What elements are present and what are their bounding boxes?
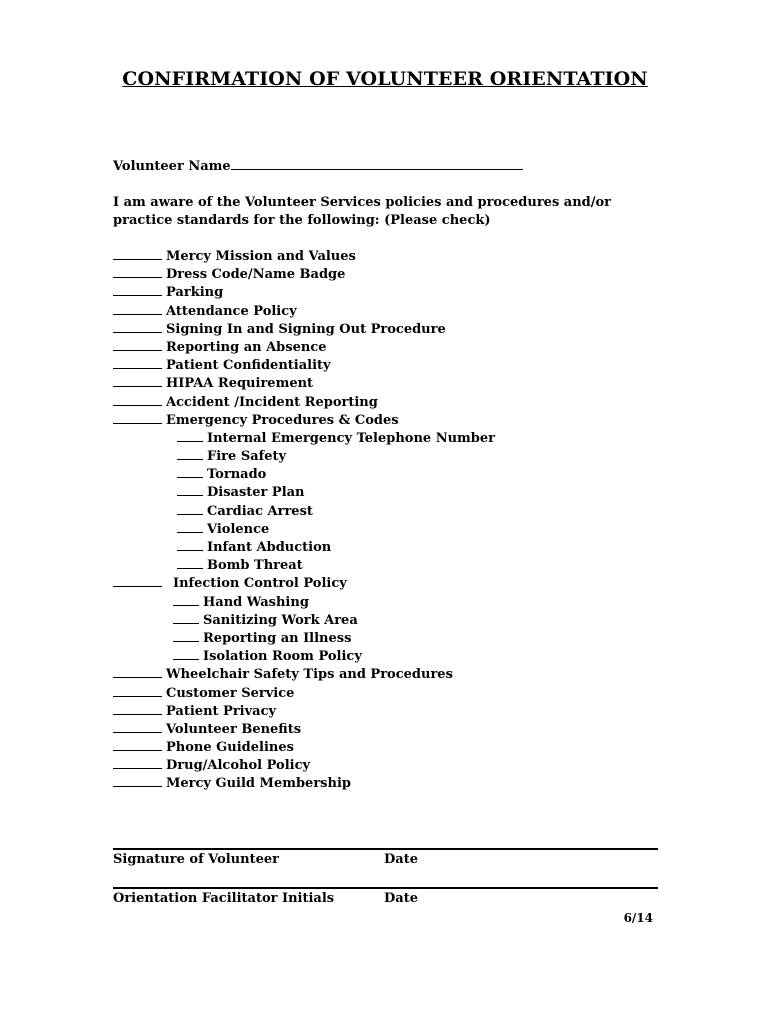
check-blank[interactable] bbox=[177, 539, 203, 551]
volunteer-name-field[interactable] bbox=[231, 157, 523, 170]
check-blank[interactable] bbox=[177, 503, 203, 515]
check-blank[interactable] bbox=[177, 466, 203, 478]
checklist-subitem-label: Violence bbox=[207, 521, 270, 537]
check-blank[interactable] bbox=[113, 284, 162, 296]
checklist-item-label: Reporting an Absence bbox=[166, 339, 327, 355]
checklist-item-label: Patient Privacy bbox=[166, 703, 277, 719]
checklist-subitem bbox=[113, 521, 673, 539]
checklist-item bbox=[113, 248, 673, 266]
checklist-subitem bbox=[113, 612, 673, 630]
checklist-item-label: HIPAA Requirement bbox=[166, 376, 314, 392]
checklist-item bbox=[113, 394, 673, 412]
checklist-subitem bbox=[113, 594, 673, 612]
checklist-item bbox=[113, 739, 673, 757]
checklist-item-label: Parking bbox=[166, 285, 224, 301]
checklist-item bbox=[113, 303, 673, 321]
checklist-subitem bbox=[113, 484, 673, 502]
checklist-subitem bbox=[113, 630, 673, 648]
checklist-subitem-label: Infant Abduction bbox=[207, 540, 332, 555]
checklist-item bbox=[113, 339, 673, 357]
checklist-item-label: Phone Guidelines bbox=[166, 740, 294, 756]
revision-code: 6/14 bbox=[623, 911, 653, 925]
checklist-item bbox=[113, 375, 673, 393]
checklist-item bbox=[113, 266, 673, 284]
volunteer-signature-label: Signature of Volunteer bbox=[113, 852, 279, 867]
checklist-subitem bbox=[113, 430, 673, 448]
checklist-item-label: Accident /Incident Reporting bbox=[166, 394, 378, 410]
check-blank[interactable] bbox=[113, 357, 162, 369]
checklist-subitem bbox=[113, 503, 673, 521]
checklist-subitem-label: Fire Safety bbox=[207, 449, 287, 465]
checklist-item bbox=[113, 284, 673, 302]
checklist-subitem-label: Reporting an Illness bbox=[203, 630, 352, 646]
checklist-item-label: Emergency Procedures & Codes bbox=[166, 412, 399, 428]
check-blank[interactable] bbox=[177, 448, 203, 460]
checklist-subitem bbox=[113, 539, 673, 557]
checklist-subitem-label: Bomb Threat bbox=[207, 558, 303, 574]
checklist-item-label: Attendance Policy bbox=[166, 303, 297, 319]
check-blank[interactable] bbox=[113, 721, 162, 733]
check-blank[interactable] bbox=[173, 612, 199, 624]
checklist-item-label: Drug/Alcohol Policy bbox=[166, 758, 311, 774]
checklist-item-label: Dress Code/Name Badge bbox=[166, 267, 346, 283]
checklist-item-label: Signing In and Signing Out Procedure bbox=[166, 321, 446, 337]
page-title: CONFIRMATION OF VOLUNTEER ORIENTATION bbox=[122, 68, 648, 90]
checklist-subitem-label: Tornado bbox=[207, 467, 267, 483]
checklist-item bbox=[113, 412, 673, 430]
check-blank[interactable] bbox=[113, 321, 162, 333]
volunteer-name-label: Volunteer Name bbox=[113, 159, 231, 174]
check-blank[interactable] bbox=[173, 630, 199, 642]
checklist-subitem bbox=[113, 466, 673, 484]
volunteer-signature-line[interactable] bbox=[113, 848, 658, 850]
checklist-item-label: Patient Confidentiality bbox=[166, 358, 331, 374]
facilitator-initials-line[interactable] bbox=[113, 887, 658, 889]
check-blank[interactable] bbox=[113, 775, 162, 787]
checklist-item-label: Wheelchair Safety Tips and Procedures bbox=[166, 667, 453, 683]
check-blank[interactable] bbox=[113, 394, 162, 406]
checklist-item bbox=[113, 775, 673, 793]
checklist-subitem-label: Internal Emergency Telephone Number bbox=[207, 430, 496, 446]
checklist-subitem bbox=[113, 648, 673, 666]
check-blank[interactable] bbox=[113, 666, 162, 678]
checklist-subitem bbox=[113, 448, 673, 466]
check-blank[interactable] bbox=[113, 303, 162, 315]
checklist-item-label: Mercy Mission and Values bbox=[166, 249, 356, 264]
intro-text: I am aware of the Volunteer Services policies and procedures and/or practice standards for the following: (Please check) bbox=[113, 195, 612, 228]
checklist-subitem-label: Cardiac Arrest bbox=[207, 503, 313, 519]
check-blank[interactable] bbox=[113, 248, 162, 260]
check-blank[interactable] bbox=[177, 430, 203, 442]
checklist-subitem-label: Disaster Plan bbox=[207, 485, 305, 501]
checklist-subitem-label: Isolation Room Policy bbox=[203, 649, 362, 665]
checklist-item bbox=[113, 721, 673, 739]
checklist-item bbox=[113, 703, 673, 721]
volunteer-date-label: Date bbox=[384, 852, 418, 867]
volunteer-name-row bbox=[113, 157, 523, 174]
check-blank[interactable] bbox=[113, 685, 162, 697]
checklist-item bbox=[113, 666, 673, 684]
checklist-item bbox=[113, 321, 673, 339]
facilitator-date-label: Date bbox=[384, 891, 418, 906]
checklist-item bbox=[113, 357, 673, 375]
check-blank[interactable] bbox=[113, 266, 162, 278]
checklist-item bbox=[113, 757, 673, 775]
check-blank[interactable] bbox=[113, 757, 162, 769]
check-blank[interactable] bbox=[173, 648, 199, 660]
check-blank[interactable] bbox=[113, 739, 162, 751]
facilitator-initials-label: Orientation Facilitator Initials bbox=[113, 891, 335, 906]
check-blank[interactable] bbox=[113, 412, 162, 424]
check-blank[interactable] bbox=[177, 484, 203, 496]
check-blank[interactable] bbox=[177, 521, 203, 533]
checklist-subitem-label: Sanitizing Work Area bbox=[203, 612, 358, 628]
check-blank[interactable] bbox=[113, 375, 162, 387]
checklist-item bbox=[113, 575, 673, 593]
checklist-subitem bbox=[113, 557, 673, 575]
check-blank[interactable] bbox=[177, 557, 203, 569]
checklist-item-label: Mercy Guild Membership bbox=[166, 776, 351, 792]
check-blank[interactable] bbox=[113, 575, 162, 587]
checklist-subitem-label: Hand Washing bbox=[203, 594, 309, 610]
checklist bbox=[113, 248, 673, 794]
check-blank[interactable] bbox=[173, 594, 199, 606]
checklist-item-label: Customer Service bbox=[166, 685, 295, 701]
checklist-item-label: Volunteer Benefits bbox=[166, 721, 302, 737]
checklist-item-label: Infection Control Policy bbox=[173, 576, 347, 592]
check-blank[interactable] bbox=[113, 339, 162, 351]
check-blank[interactable] bbox=[113, 703, 162, 715]
checklist-item bbox=[113, 685, 673, 703]
